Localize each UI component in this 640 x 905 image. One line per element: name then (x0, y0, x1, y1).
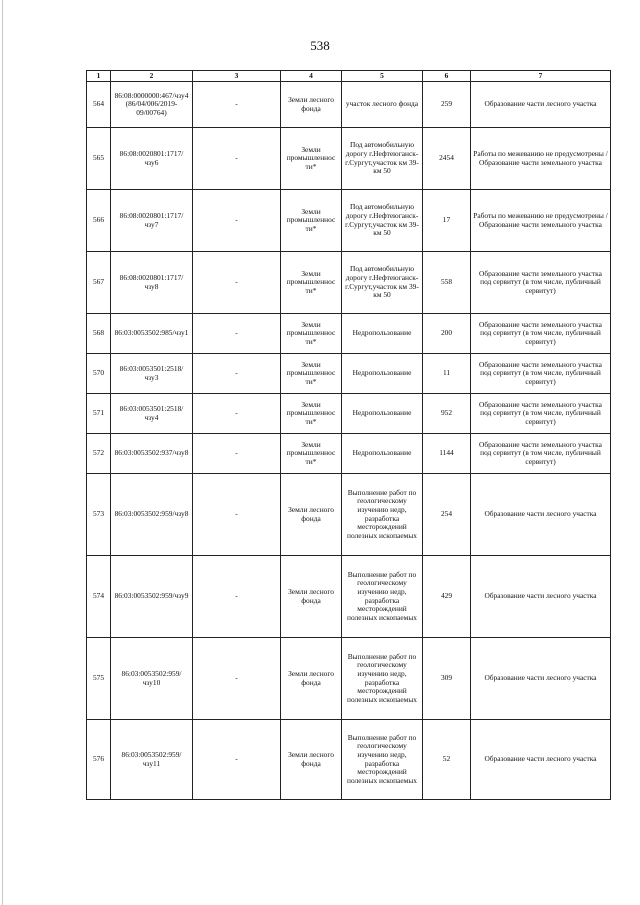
note: Работы по межеванию не предусмотрены / Образование части земельного участка (471, 190, 611, 252)
table-row (87, 474, 611, 556)
table-row (87, 82, 611, 128)
column-3-value: - (193, 190, 281, 252)
row-number: 566 (87, 190, 111, 252)
column-header: 4 (281, 71, 342, 82)
column-3-value: - (193, 434, 281, 474)
area-value: 2454 (423, 128, 471, 190)
column-3-value: - (193, 720, 281, 800)
column-header: 1 (87, 71, 111, 82)
column-3-value: - (193, 354, 281, 394)
land-registry-table (86, 70, 611, 800)
cadastral-number: 86:03:0053502:959/чзу11 (111, 720, 193, 800)
column-header: 5 (342, 71, 423, 82)
row-number: 576 (87, 720, 111, 800)
table-row (87, 434, 611, 474)
area-value: 259 (423, 82, 471, 128)
land-category: Земли промышленнос ти* (281, 354, 342, 394)
land-use-purpose: Недропользование (342, 394, 423, 434)
row-number: 571 (87, 394, 111, 434)
cadastral-number: 86:08:0020801:1717/чзу8 (111, 252, 193, 314)
note: Образование части лесного участка (471, 556, 611, 638)
row-number: 564 (87, 82, 111, 128)
column-3-value: - (193, 82, 281, 128)
land-category: Земли промышленнос ти* (281, 394, 342, 434)
cadastral-number: 86:03:0053501:2518/чзу3 (111, 354, 193, 394)
column-3-value: - (193, 314, 281, 354)
area-value: 52 (423, 720, 471, 800)
row-number: 572 (87, 434, 111, 474)
land-category: Земли лесного фонда (281, 556, 342, 638)
column-header: 7 (471, 71, 611, 82)
land-use-purpose: участок лесного фонда (342, 82, 423, 128)
land-use-purpose: Недропользование (342, 434, 423, 474)
row-number: 574 (87, 556, 111, 638)
area-value: 200 (423, 314, 471, 354)
scan-edge-line (2, 0, 3, 905)
cadastral-number: 86:08:0020801:1717/чзу7 (111, 190, 193, 252)
table-row (87, 190, 611, 252)
table-row (87, 314, 611, 354)
table-row (87, 720, 611, 800)
row-number: 575 (87, 638, 111, 720)
row-number: 573 (87, 474, 111, 556)
land-category: Земли лесного фонда (281, 82, 342, 128)
table-row (87, 638, 611, 720)
land-category: Земли промышленнос ти* (281, 252, 342, 314)
cadastral-number: 86:03:0053502:937/чзу8 (111, 434, 193, 474)
column-header: 6 (423, 71, 471, 82)
column-3-value: - (193, 128, 281, 190)
cadastral-number: 86:03:0053502:959/чзу9 (111, 556, 193, 638)
note: Образование части земельного участка под сервитут (в том числе, публичный сервитут) (471, 314, 611, 354)
land-use-purpose: Выполнение работ по геологическому изучению недр, разработка месторождений полезных ископаемых (342, 638, 423, 720)
column-3-value: - (193, 474, 281, 556)
table-row (87, 252, 611, 314)
land-use-purpose: Недропользование (342, 314, 423, 354)
land-category: Земли промышленнос ти* (281, 314, 342, 354)
column-3-value: - (193, 394, 281, 434)
land-use-purpose: Под автомобильную дорогу г.Нефтеюганск-г.Сургут,участок км 39-км 50 (342, 252, 423, 314)
note: Образование части лесного участка (471, 474, 611, 556)
area-value: 558 (423, 252, 471, 314)
cadastral-number: 86:03:0053502:959/чзу10 (111, 638, 193, 720)
cadastral-number: 86:03:0053502:985/чзу1 (111, 314, 193, 354)
cadastral-number: 86:03:0053501:2518/чзу4 (111, 394, 193, 434)
cadastral-number: 86:08:0020801:1717/чзу6 (111, 128, 193, 190)
page-number: 538 (310, 38, 330, 53)
land-category: Земли лесного фонда (281, 720, 342, 800)
note: Образование части лесного участка (471, 720, 611, 800)
note: Образование части лесного участка (471, 82, 611, 128)
column-3-value: - (193, 638, 281, 720)
note: Работы по межеванию не предусмотрены / Образование части земельного участка (471, 128, 611, 190)
table-header-row (87, 71, 611, 82)
column-header: 2 (111, 71, 193, 82)
table-row (87, 128, 611, 190)
land-category: Земли промышленнос ти* (281, 190, 342, 252)
land-use-purpose: Под автомобильную дорогу г.Нефтеюганск-г.Сургут,участок км 39-км 50 (342, 190, 423, 252)
area-value: 1144 (423, 434, 471, 474)
cadastral-number: 86:03:0053502:959/чзу8 (111, 474, 193, 556)
row-number: 565 (87, 128, 111, 190)
land-category: Земли лесного фонда (281, 638, 342, 720)
note: Образование части земельного участка под сервитут (в том числе, публичный сервитут) (471, 354, 611, 394)
area-value: 309 (423, 638, 471, 720)
note: Образование части земельного участка под сервитут (в том числе, публичный сервитут) (471, 252, 611, 314)
note: Образование части земельного участка под сервитут (в том числе, публичный сервитут) (471, 394, 611, 434)
land-use-purpose: Выполнение работ по геологическому изучению недр, разработка месторождений полезных ископаемых (342, 474, 423, 556)
area-value: 429 (423, 556, 471, 638)
land-use-purpose: Недропользование (342, 354, 423, 394)
land-use-purpose: Под автомобильную дорогу г.Нефтеюганск-г.Сургут,участок км 39-км 50 (342, 128, 423, 190)
table-row (87, 394, 611, 434)
column-header: 3 (193, 71, 281, 82)
row-number: 567 (87, 252, 111, 314)
area-value: 254 (423, 474, 471, 556)
land-category: Земли лесного фонда (281, 474, 342, 556)
column-3-value: - (193, 252, 281, 314)
table-row (87, 556, 611, 638)
table-row (87, 354, 611, 394)
area-value: 952 (423, 394, 471, 434)
land-category: Земли промышленнос ти* (281, 128, 342, 190)
cadastral-number: 86:08:0000000:467/чзу4 (86/04/006/2019-09/00764) (111, 82, 193, 128)
area-value: 11 (423, 354, 471, 394)
column-3-value: - (193, 556, 281, 638)
note: Образование части земельного участка под сервитут (в том числе, публичный сервитут) (471, 434, 611, 474)
land-use-purpose: Выполнение работ по геологическому изучению недр, разработка месторождений полезных ископаемых (342, 556, 423, 638)
row-number: 570 (87, 354, 111, 394)
note: Образование части лесного участка (471, 638, 611, 720)
row-number: 568 (87, 314, 111, 354)
land-use-purpose: Выполнение работ по геологическому изучению недр, разработка месторождений полезных ископаемых (342, 720, 423, 800)
area-value: 17 (423, 190, 471, 252)
land-category: Земли промышленнос ти* (281, 434, 342, 474)
